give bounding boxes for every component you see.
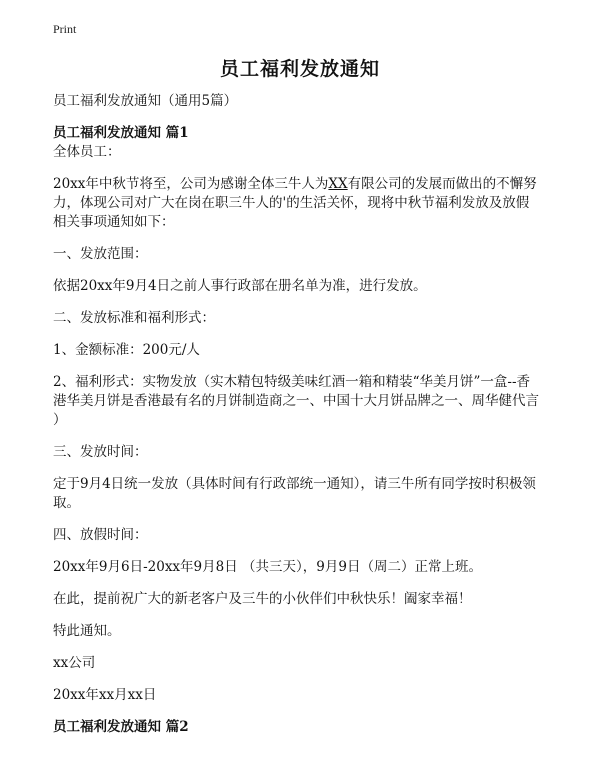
welfare-form-paragraph: [53, 373, 553, 430]
time-paragraph: [53, 475, 553, 513]
page-title: 员工福利发放通知: [219, 58, 380, 80]
holiday-text: 20xx年9月6日-20xx年9月8日 （共三天），9月9日（周二）正常上班。: [53, 559, 482, 575]
time-line-1: 定于9月4日统一发放（具体时间有行政部统一通知），请三牛所有同学按时积极领: [53, 476, 536, 492]
intro-line-3: 相关事项通知如下：: [53, 214, 175, 230]
document-body: [53, 92, 553, 737]
standard-title: 二、发放标准和福利形式：: [53, 310, 215, 326]
welfare-form-line-1: 2、福利形式：实物发放（实木精包特级美味红酒一箱和精装“华美月饼”一盒--香: [53, 374, 531, 390]
welfare-form-line-2: 港华美月饼是香港最有名的月饼制造商之一、中国十大月饼品牌之一、周华健代言: [53, 393, 539, 409]
signature-date: 20xx年xx月xx日: [53, 687, 157, 703]
company-signature: xx公司: [53, 655, 96, 671]
intro-line-1: [53, 175, 553, 194]
intro-line-2: 力，体现公司对广大在岗在职三牛人的'的生活关怀，现将中秋节福利发放及放假: [53, 195, 530, 211]
time-title: 三、发放时间：: [53, 444, 148, 460]
section-heading-2: 员工福利发放通知 篇2: [53, 719, 189, 735]
company-placeholder: XX: [328, 176, 348, 192]
wishes: 在此，提前祝广大的新老客户及三牛的小伙伴们中秋快乐！阖家幸福！: [53, 591, 472, 607]
greeting: 全体员工：: [53, 144, 121, 160]
amount-standard: 1、金额标准：200元/人: [53, 342, 200, 358]
intro-text-post: 有限公司的发展而做出的不懈努: [347, 176, 537, 192]
welfare-form-line-3: ）: [53, 412, 67, 428]
scope-text: 依据20xx年9月4日之前人事行政部在册名单为准，进行发放。: [53, 278, 427, 294]
time-line-2: 取。: [53, 495, 80, 511]
intro-paragraph: [53, 175, 553, 232]
closing: 特此通知。: [53, 623, 121, 639]
print-label[interactable]: Print: [53, 22, 77, 36]
section-heading-1: 员工福利发放通知 篇1: [53, 125, 189, 141]
scope-title: 一、发放范围：: [53, 246, 148, 262]
document-subtitle: 员工福利发放通知（通用5篇）: [53, 93, 238, 109]
holiday-title: 四、放假时间：: [53, 527, 148, 543]
intro-text-pre: 20xx年中秋节将至，公司为感谢全体三牛人为: [53, 176, 329, 192]
